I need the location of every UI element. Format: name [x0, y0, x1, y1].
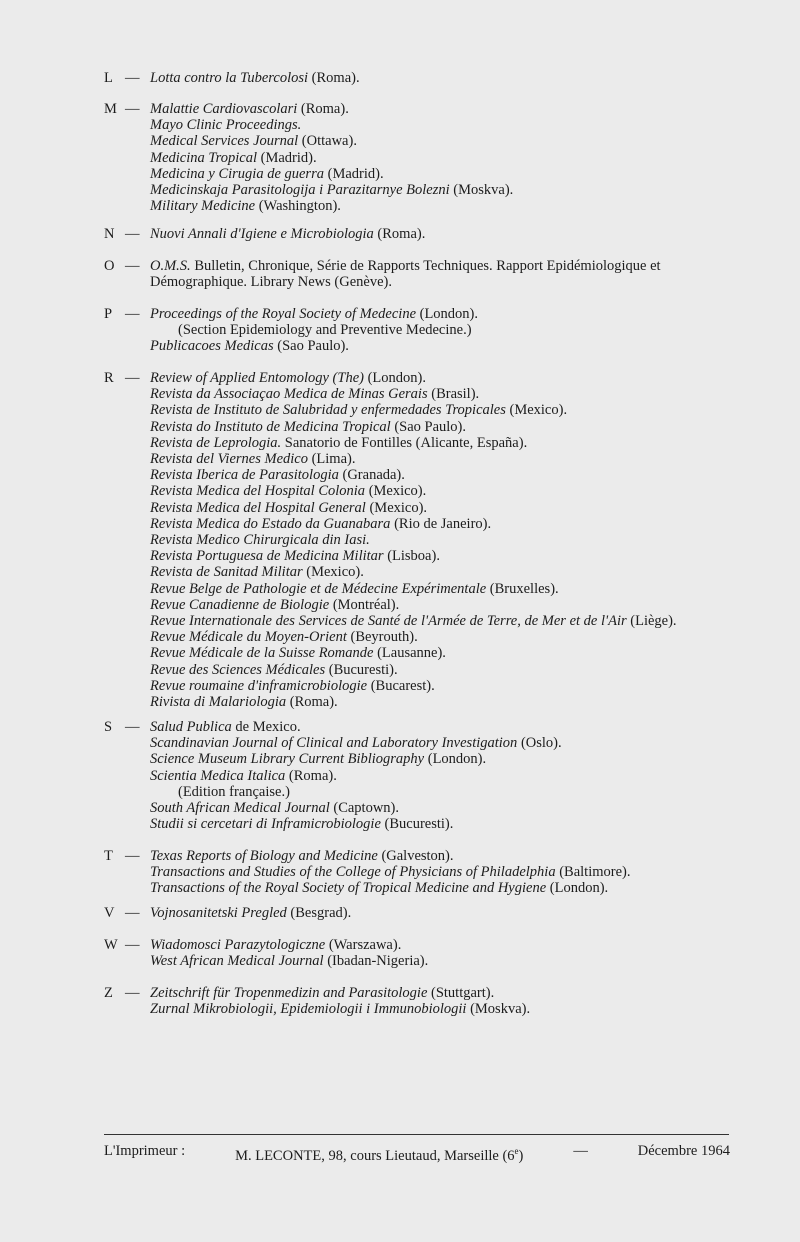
journal-title: Nuovi Annali d'Igiene e Microbiologia [150, 226, 374, 242]
journal-entry [150, 768, 735, 784]
section-letter: T [104, 848, 113, 864]
journal-location: (Oslo). [517, 735, 562, 752]
section-entries [150, 848, 735, 897]
journal-entry [150, 70, 735, 86]
section-dash: — [125, 937, 140, 953]
journal-location: (Ibadan-Nigeria). [323, 953, 429, 970]
journal-location: de Mexico. [231, 719, 301, 735]
journal-title: Salud Publica [150, 719, 232, 735]
journal-entry [150, 735, 735, 751]
journal-entry [150, 226, 735, 242]
journal-location: (Lisboa). [383, 548, 440, 565]
journal-location: Bulletin, Chronique, Série de Rapports Techniques. Rapport Epidémiologique et Démographique. Library News (Genève). [150, 258, 661, 291]
journal-title: Revista de Instituto de Salubridad y enfermedades Tropicales [150, 402, 506, 419]
journal-title: Revue Médicale du Moyen-Orient [150, 629, 347, 646]
journal-title: Military Medicine [150, 198, 256, 215]
journal-entry [150, 467, 735, 483]
journal-location: (Montréal). [329, 596, 400, 613]
journal-entry [150, 435, 735, 451]
journal-entry [150, 800, 735, 816]
section-letter: P [104, 306, 113, 322]
section-entries [150, 306, 735, 355]
journal-entry [150, 548, 735, 564]
journal-location: (Roma). [286, 694, 338, 711]
journal-title: Revista da Associaçao Medica de Minas Gerais [150, 386, 428, 403]
journal-title: Transactions of the Royal Society of Tropical Medicine and Hygiene [150, 880, 547, 897]
journal-entry [150, 419, 735, 435]
journal-title: O.M.S. [150, 258, 191, 274]
footer-label: L'Imprimeur : [104, 1143, 186, 1159]
journal-entry [150, 117, 735, 133]
journal-entry [150, 516, 735, 532]
journal-title: Scientia Medica Italica [150, 767, 286, 784]
journal-entry [150, 985, 735, 1001]
journal-location: (Roma). [297, 101, 349, 117]
journal-location: (Baltimore). [555, 864, 631, 881]
journal-title: Revue Canadienne de Biologie [150, 596, 330, 613]
journal-title: Revue roumaine d'inframicrobiologie [150, 677, 368, 694]
journal-location: (London). [416, 306, 479, 322]
journal-location: (Sao Paulo). [390, 418, 467, 435]
journal-location: Sanatorio de Fontilles (Alicante, España). [281, 434, 528, 451]
journal-location: (Beyrouth). [346, 629, 418, 646]
journal-location: (Moskva). [466, 1001, 531, 1018]
journal-title: Revista Iberica de Parasitologia [150, 467, 339, 484]
section-letter: N [104, 226, 115, 242]
footer-date: Décembre 1964 [637, 1143, 730, 1159]
journal-location: (Bruxelles). [486, 580, 559, 597]
section-dash: — [125, 101, 140, 117]
section-entries [150, 70, 735, 86]
journal-location: (Mexico). [365, 483, 427, 500]
journal-location: (Besgrad). [286, 905, 352, 921]
journal-title: Wiadomosci Parazytologiczne [150, 937, 326, 953]
journal-location: (Section Epidemiology and Preventive Medecine.) [178, 322, 472, 339]
section-entries [150, 258, 735, 290]
journal-entry [150, 597, 735, 613]
journal-title: West African Medical Journal [150, 953, 324, 970]
journal-title: Malattie Cardiovascolari [150, 101, 298, 117]
journal-title: Revue Belge de Pathologie et de Médecine Expérimentale [150, 580, 487, 597]
footer-printer [235, 1143, 523, 1164]
section-entries [150, 226, 735, 242]
journal-title: Zurnal Mikrobiologii, Epidemiologii i Immunobiologii [150, 1001, 467, 1018]
journal-entry [150, 784, 735, 800]
journal-entry [150, 133, 735, 149]
journal-title: Medicinskaja Parasitologija i Parazitarnye Bolezni [150, 182, 450, 199]
journal-title: Rivista di Malariologia [150, 694, 287, 711]
journal-title: Revista Portuguesa de Medicina Militar [150, 548, 384, 565]
section-letter: V [104, 905, 115, 921]
journal-title: South African Medical Journal [150, 800, 330, 817]
journal-location: (Roma). [308, 70, 360, 86]
journal-location: (Lausanne). [373, 645, 446, 662]
journal-entry [150, 532, 735, 548]
journal-location: (London). [546, 880, 609, 897]
journal-entry [150, 848, 735, 864]
journal-location: (Captown). [329, 800, 400, 817]
journal-entry [150, 613, 735, 629]
journal-title: Revue Internationale des Services de Santé de l'Armée de Terre, de Mer et de l'Air [150, 613, 627, 630]
journal-location: (Brasil). [427, 386, 480, 403]
section-letter: Z [104, 985, 113, 1001]
journal-title: Revista de Leprologia. [150, 434, 282, 451]
journal-title: Medicina Tropical [150, 149, 257, 166]
section-letter: M [104, 101, 117, 117]
journal-location: (Bucuresti). [325, 661, 398, 678]
footer-printer-address: M. LECONTE, 98, cours Lieutaud, Marseille (6 [235, 1147, 515, 1164]
journal-title: Revue des Sciences Médicales [150, 661, 326, 678]
section-entries [150, 370, 735, 710]
journal-entry [150, 905, 735, 921]
section-dash: — [125, 905, 140, 921]
journal-entry [150, 258, 735, 290]
journal-entry [150, 581, 735, 597]
journal-entry [150, 306, 735, 322]
section-letter: L [104, 70, 113, 86]
journal-entry [150, 386, 735, 402]
journal-location: (Mexico). [505, 402, 568, 419]
section-entries [150, 101, 735, 214]
journal-location: (Roma). [285, 767, 337, 784]
section-dash: — [125, 258, 140, 274]
journal-entry [150, 483, 735, 499]
section-dash: — [125, 370, 140, 386]
journal-entry [150, 662, 735, 678]
journal-location: (Mexico). [365, 499, 428, 516]
section-dash: — [125, 70, 140, 86]
journal-title: Studii si cercetari di Inframicrobiologie [150, 816, 381, 833]
journal-location: (Warszawa). [325, 937, 402, 953]
journal-entry [150, 816, 735, 832]
section-dash: — [125, 306, 140, 322]
journal-title: Science Museum Library Current Bibliography [150, 751, 425, 768]
journal-entry [150, 322, 735, 338]
journal-title: Review of Applied Entomology (The) [150, 370, 364, 386]
footer-dash: — [573, 1143, 588, 1159]
section-letter: S [104, 719, 113, 735]
footer-rule [104, 1134, 729, 1135]
journal-entry [150, 937, 735, 953]
journal-location: (Liège). [626, 613, 677, 630]
journal-location: (Moskva). [449, 182, 514, 199]
journal-entry [150, 451, 735, 467]
journal-entry [150, 751, 735, 767]
journal-entry [150, 166, 735, 182]
journal-location: (Mexico). [302, 564, 364, 581]
journal-location: (Madrid). [257, 149, 317, 166]
journal-entry [150, 150, 735, 166]
journal-title: Vojnosanitetski Pregled [150, 905, 287, 921]
journal-location: (Bucuresti). [380, 816, 454, 833]
section-letter: R [104, 370, 114, 386]
journal-title: Zeitschrift für Tropenmedizin and Parasitologie [150, 985, 428, 1001]
journal-location: (Roma). [373, 226, 426, 242]
journal-title: Lotta contro la Tubercolosi [150, 70, 309, 86]
journal-location: (Lima). [307, 451, 356, 468]
section-letter: O [104, 258, 115, 274]
journal-title: Revista Medica del Hospital General [150, 499, 366, 516]
journal-title: Revista Medico Chirurgicala din Iasi. [150, 532, 370, 549]
journal-entry [150, 880, 735, 896]
journal-title: Medicina y Cirugia de guerra [150, 165, 324, 182]
section-letter: W [104, 937, 118, 953]
section-dash: — [125, 226, 140, 242]
journal-entry [150, 1001, 735, 1017]
journal-title: Revista do Instituto de Medicina Tropical [150, 418, 391, 435]
journal-entry [150, 694, 735, 710]
journal-title: Scandinavian Journal of Clinical and Laboratory Investigation [150, 735, 518, 752]
journal-entry [150, 338, 735, 354]
journal-entry [150, 182, 735, 198]
journal-location: (Rio de Janeiro). [390, 515, 492, 532]
printer-footer [104, 1143, 730, 1164]
journal-title: Texas Reports of Biology and Medicine [150, 848, 378, 864]
journal-entry [150, 370, 735, 386]
section-entries [150, 985, 735, 1017]
journal-entry [150, 864, 735, 880]
section-dash: — [125, 985, 140, 1001]
journal-title: Proceedings of the Royal Society of Medecine [150, 306, 416, 322]
journal-location: (London). [424, 751, 487, 768]
journal-entry [150, 402, 735, 418]
section-entries [150, 905, 735, 921]
journal-title: Revista Medica del Hospital Colonia [150, 483, 366, 500]
journal-title: Revista de Sanitad Militar [150, 564, 303, 581]
journal-location: (Edition française.) [178, 783, 290, 800]
journal-location: (Ottawa). [298, 133, 357, 150]
journal-entry [150, 101, 735, 117]
journal-title: Publicacoes Medicas [150, 338, 274, 355]
journal-title: Transactions and Studies of the College of Physicians of Philadelphia [150, 864, 556, 881]
journal-entry [150, 500, 735, 516]
journal-location: (Bucarest). [367, 677, 435, 694]
journal-location: (Sao Paulo). [273, 338, 349, 355]
journal-title: Revista Medica do Estado da Guanabara [150, 515, 391, 532]
journal-location: (Galveston). [377, 848, 454, 864]
footer-printer-sup: e [514, 1146, 519, 1156]
journal-title: Revue Médicale de la Suisse Romande [150, 645, 374, 662]
journal-location: (London). [363, 370, 426, 386]
footer-printer-close: ) [518, 1147, 524, 1164]
section-entries [150, 937, 735, 969]
journal-entry [150, 719, 735, 735]
journal-entry [150, 645, 735, 661]
section-dash: — [125, 719, 140, 735]
journal-entry [150, 678, 735, 694]
journal-location: (Granada). [338, 467, 405, 484]
journal-entry [150, 198, 735, 214]
journal-location: (Madrid). [323, 165, 384, 182]
section-dash: — [125, 848, 140, 864]
journal-title: Medical Services Journal [150, 133, 299, 150]
journal-entry [150, 953, 735, 969]
section-entries [150, 719, 735, 832]
journal-entry [150, 629, 735, 645]
journal-location: (Washington). [255, 198, 341, 215]
journal-title: Mayo Clinic Proceedings. [150, 117, 302, 134]
journal-title: Revista del Viernes Medico [150, 451, 308, 468]
journal-entry [150, 564, 735, 580]
journal-location: (Stuttgart). [427, 985, 495, 1001]
